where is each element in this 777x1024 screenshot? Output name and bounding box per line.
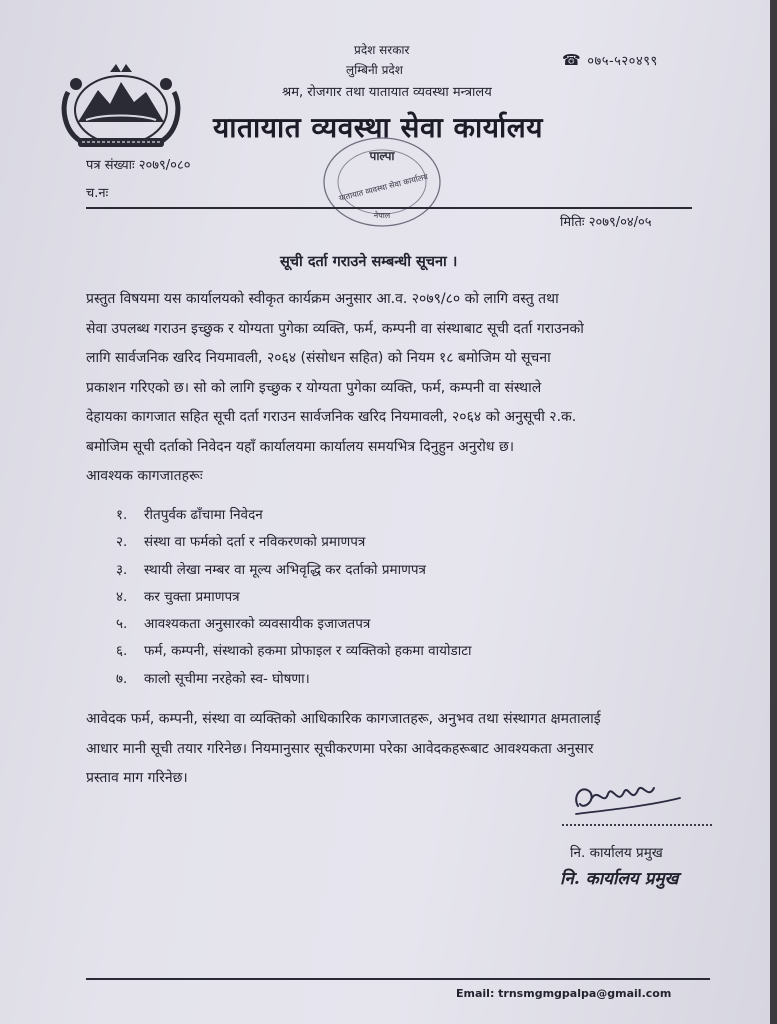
list-item-text: रीतपुर्वक ढाँचामा निवेदन xyxy=(144,507,263,523)
office-seal xyxy=(320,134,444,230)
notice-subject: सूची दर्ता गराउने सम्बन्धी सूचना । xyxy=(280,254,458,270)
closing-line: आधार मानी सूची तयार गरिनेछ। नियमानुसार सूचीकरणमा परेका आवेदकहरूबाट आवश्यकता अनुसार xyxy=(86,740,594,757)
closing-line: आवेदक फर्म, कम्पनी, संस्था वा व्यक्तिको आधिकारिक कागजातहरू, अनुभव तथा संस्थागत क्षमतालाई xyxy=(86,711,601,727)
government-label: प्रदेश सरकार xyxy=(354,43,410,57)
list-item-text: आवश्यकता अनुसारको व्यवसायीक इजाजतपत्र xyxy=(144,616,371,633)
body-line: देहायका कागजात सहित सूची दर्ता गराउन सार्वजनिक खरिद नियमावली, २०६४ को अनुसूची २.क. xyxy=(86,409,577,425)
list-item xyxy=(116,532,676,559)
office-title: यातायात व्यवस्था सेवा कार्यालय xyxy=(213,111,543,144)
list-item-number: ५. xyxy=(116,616,128,633)
phone-number xyxy=(562,51,658,69)
footer-email: Email: trnsmgmgpalpa@gmail.com xyxy=(456,987,672,1000)
list-item xyxy=(116,614,676,641)
list-item xyxy=(116,560,676,587)
list-item-number: ४. xyxy=(116,588,128,605)
footer-divider xyxy=(86,978,710,980)
handwritten-signature xyxy=(568,776,688,822)
dispatch-number: च.नः xyxy=(86,186,109,201)
body-line: लागि सार्वजनिक खरिद नियमावली, २०६४ (संसोधन सहित) को नियम १८ बमोजिम यो सूचना xyxy=(86,350,551,366)
phone-number-text: ०७५-५२०४९९ xyxy=(587,54,658,69)
seal-ring-text: यातायात व्यवस्था सेवा कार्यालय xyxy=(338,172,429,203)
date-label: मितिः xyxy=(560,215,585,230)
list-item-text: संस्था वा फर्मको दर्ता र नविकरणको प्रमाणपत्र xyxy=(144,534,366,551)
reference-value: २०७९/०८० xyxy=(138,158,191,173)
date-value: २०७९/०४/०५ xyxy=(588,215,652,230)
list-item xyxy=(116,505,676,532)
list-item-number: ३. xyxy=(116,561,128,578)
list-item-text: फर्म, कम्पनी, संस्थाको हकमा प्रोफाइल र व्यक्तिको हकमा वायोडाटा xyxy=(144,643,472,660)
reference-number xyxy=(86,155,190,173)
telephone-icon: ☎ xyxy=(562,51,582,69)
list-item-number: २. xyxy=(116,534,128,551)
province-label: लुम्बिनी प्रदेश xyxy=(346,63,403,77)
seal-bottom-text: नेपाल xyxy=(373,211,391,220)
ministry-label: श्रम, रोजगार तथा यातायात व्यवस्था मन्त्रालय xyxy=(282,85,492,100)
body-line: प्रस्तुत विषयमा यस कार्यालयको स्वीकृत कार्यक्रम अनुसार आ.व. २०७९/८० को लागि वस्तु तथा xyxy=(86,291,559,307)
list-item-text: कालो सूचीमा नरहेको स्व- घोषणा। xyxy=(144,670,310,687)
list-item xyxy=(116,587,676,614)
list-item-number: १. xyxy=(116,507,128,523)
reference-label: पत्र संख्याः xyxy=(86,158,135,173)
documents-list xyxy=(116,505,676,696)
body-line: सेवा उपलब्ध गराउन इच्छुक र योग्यता पुगेका व्यक्ति, फर्म, कम्पनी वा संस्थाबाट सूची दर्ता गराउनको xyxy=(86,320,584,337)
signature-line xyxy=(562,824,712,826)
letter-date xyxy=(560,212,652,230)
body-line: बमोजिम सूची दर्ताको निवेदन यहाँ कार्यालयमा कार्यालय समयभित्र दिनुहुन अनुरोध छ। xyxy=(86,438,515,455)
list-item-text: स्थायी लेखा नम्बर वा मूल्य अभिवृद्धि कर दर्ताको प्रमाणपत्र xyxy=(144,561,426,578)
documents-heading: आवश्यक कागजातहरूः xyxy=(86,468,203,484)
notice-body xyxy=(86,285,706,462)
list-item-number: ६. xyxy=(116,643,128,660)
list-item xyxy=(116,641,676,668)
government-emblem xyxy=(58,62,184,152)
seal-top-text: पाल्पा xyxy=(369,149,395,163)
body-line: प्रकाशन गरिएको छ। सो को लागि इच्छुक र योग्यता पुगेका व्यक्ति, फर्म, कम्पनी वा संस्थाले xyxy=(86,379,542,396)
header-divider xyxy=(86,207,692,209)
signer-title: नि. कार्यालय प्रमुख xyxy=(570,845,663,861)
list-item xyxy=(116,669,676,696)
list-item-number: ७. xyxy=(116,670,128,687)
closing-line: प्रस्ताव माग गरिनेछ। xyxy=(86,770,188,786)
signer-stamp: नि. कार्यालय प्रमुख xyxy=(560,869,679,889)
list-item-text: कर चुक्ता प्रमाणपत्र xyxy=(144,588,240,605)
